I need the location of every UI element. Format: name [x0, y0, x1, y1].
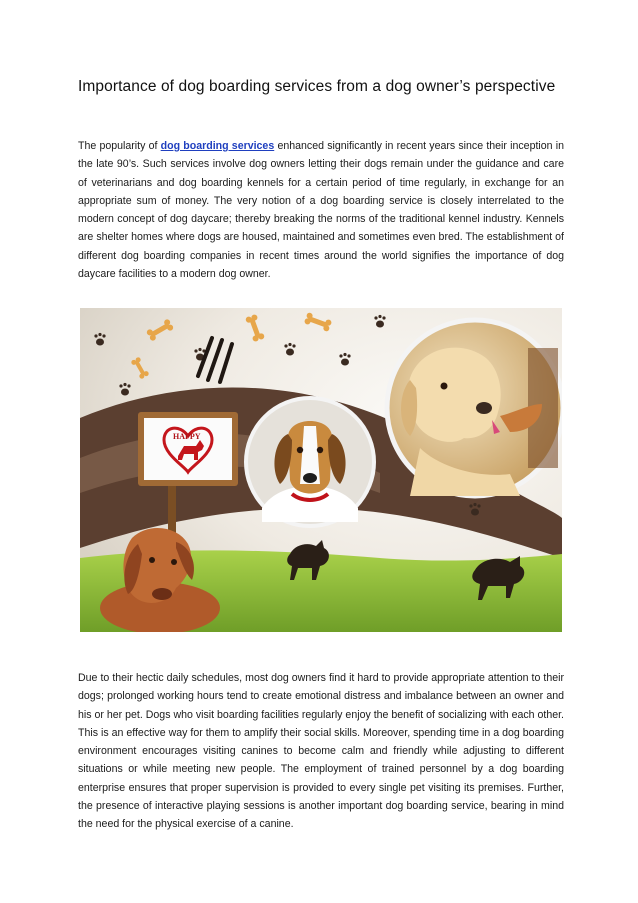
intro-text-start: The popularity of — [78, 140, 161, 152]
beagle-nose — [303, 473, 317, 483]
body-paragraph: Due to their hectic daily schedules, most dog owners find it hard to provide appropriate attention to their dogs; prolonged working hours tend to create emotional distress and imbalance between an owner and his or her pet. Dogs who visit boarding facilities regularly enjoy the benefit of socializing with each other. This is an effective way for them to amplify their social skills. Moreover, spending time in a dog boarding environment encourages visiting canines to become calm and friendly while adjusting to different situations or while meeting new people. The employment of trained personnel by a dog boarding enterprise ensures that proper supervision is provided to every single pet visiting its premises. Further, the presence of interactive playing sessions is another important dog boarding service, bearing in mind the need for the physical exercise of a canine. — [78, 672, 564, 831]
labrador-photo — [387, 320, 562, 496]
beagle-photo — [246, 398, 374, 526]
dog-eye — [149, 557, 155, 563]
labrador-eye — [441, 383, 448, 390]
sign-label: HAPPY — [173, 432, 201, 441]
dog-nose — [152, 588, 172, 600]
labrador-head — [408, 348, 501, 442]
dog-boarding-illustration — [80, 308, 562, 632]
beagle-eye — [317, 447, 323, 453]
dog-boarding-services-link[interactable]: dog boarding services — [160, 140, 275, 152]
intro-text-rest: enhanced significantly in recent years since their inception in the late 90’s. Such services involve dog owners letting their dogs remain under the guidance and care of veterinarians and dog boarding kennels for a certain period of time regularly, in exchange for an appropriate sum of money. The very notion of a dog boarding service is closely interrelated to the modern concept of dog daycare; thereby breaking the norms of the traditional kennel industry. Kennels are shelter homes where dogs are housed, maintained and sometimes even bred. The establishment of different dog boarding companies in recent times around the world signifies the importance of dog daycare facilities to a modern dog owner. — [78, 140, 565, 281]
document-title: Importance of dog boarding services from a dog owner’s perspective — [78, 78, 556, 95]
illustration-canvas — [80, 308, 562, 632]
labrador-nose — [476, 402, 492, 414]
dog-eye — [171, 559, 177, 565]
intro-paragraph — [78, 137, 564, 283]
beagle-eye — [297, 447, 303, 453]
